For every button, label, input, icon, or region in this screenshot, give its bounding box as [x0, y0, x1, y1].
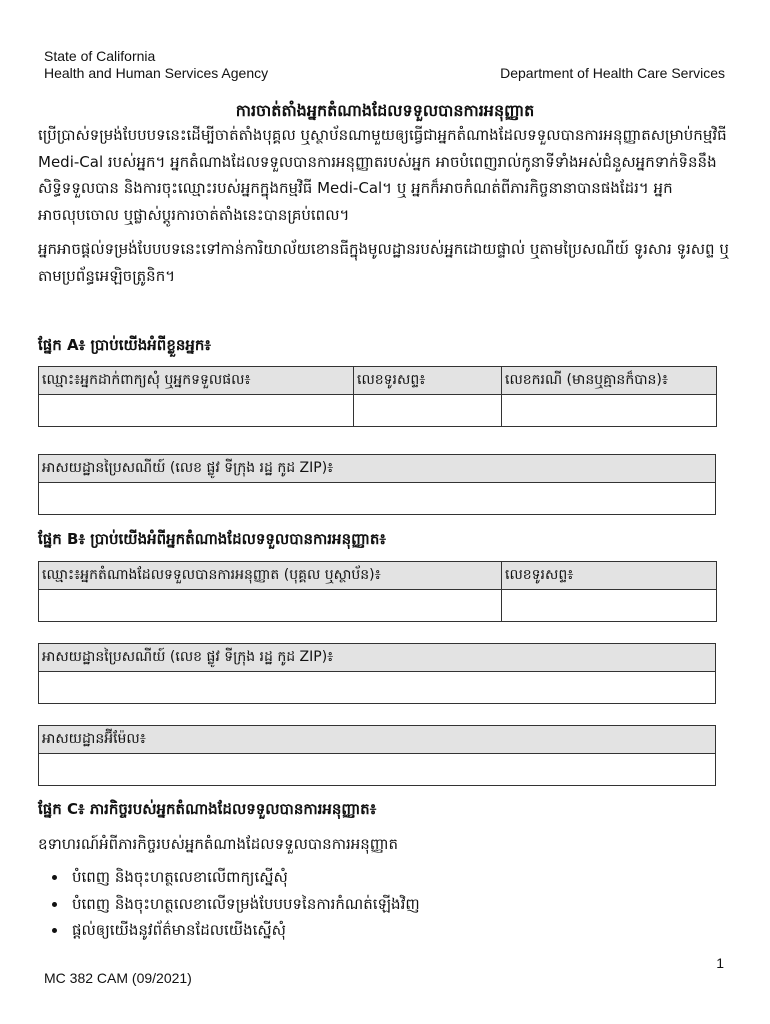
section-c-heading: ផ្នែក C៖ ភារកិច្ចរបស់អ្នកតំណាងដែលទទួលបានការអនុញ្ញាត៖ [38, 800, 377, 818]
case-number-field[interactable] [502, 395, 717, 427]
agency-label: Health and Human Services Agency [44, 65, 269, 81]
applicant-address-label: អាសយដ្ឋានប្រៃសណីយ៍ (លេខ ផ្លូវ ទីក្រុង រដ្ឋ កូដ ZIP)៖ [39, 455, 716, 483]
section-b-address-table [38, 643, 716, 704]
applicant-phone-label: លេខទូរសព្ទ៖ [354, 367, 502, 395]
representative-phone-field[interactable] [502, 590, 717, 622]
state-label: State of California [44, 48, 156, 64]
section-b-name-table [38, 561, 717, 622]
case-number-label: លេខករណី (មានឬគ្មានក៏បាន)៖ [502, 367, 717, 395]
applicant-name-field[interactable] [39, 395, 354, 427]
representative-phone-label: លេខទូរសព្ទ៖ [502, 562, 717, 590]
form-id: MC 382 CAM (09/2021) [44, 970, 192, 986]
duty-list-item: • ផ្តល់ឲ្យយើងនូវព័ត៌មានដែលយើងស្នើសុំ [68, 917, 718, 944]
applicant-name-label: ឈ្មោះ៖អ្នកដាក់ពាក្យសុំ ឬអ្នកទទួលផល៖ [39, 367, 354, 395]
representative-name-label: ឈ្មោះ៖អ្នកតំណាងដែលទទួលបានការអនុញ្ញាត (បុគ្គល ឬស្ថាប័ន)៖ [39, 562, 502, 590]
applicant-phone-field[interactable] [354, 395, 502, 427]
section-b-heading: ផ្នែក B៖ ប្រាប់យើងអំពីអ្នកតំណាងដែលទទួលបានការអនុញ្ញាត៖ [38, 530, 386, 548]
department-label: Department of Health Care Services [500, 65, 725, 81]
applicant-address-field[interactable] [39, 483, 716, 515]
section-a-heading: ផ្នែក A៖ ប្រាប់យើងអំពីខ្លួនអ្នក៖ [38, 336, 212, 354]
representative-name-field[interactable] [39, 590, 502, 622]
page-title: ការចាត់តាំងអ្នកតំណាងដែលទទួលបានការអនុញ្ញាត [235, 101, 535, 120]
duty-list-item: • បំពេញ និងចុះហត្ថលេខាលើទម្រង់បែបបទនៃការកំណត់ឡើងវិញ [68, 891, 718, 918]
representative-address-field[interactable] [39, 672, 716, 704]
representative-email-field[interactable] [39, 754, 716, 786]
intro-paragraph: ប្រើប្រាស់ទម្រង់បែបបទនេះដើម្បីចាត់តាំងបុគ្គល ឬស្ថាប័នណាមួយឲ្យធ្វើជាអ្នកតំណាងដែលទទួលបានការអនុញ្ញាតសម្រាប់កម្មវិធី Medi-Cal របស់អ្នក។ អ្នកតំណាងដែលទទួលបានការអនុញ្ញាតរបស់អ្នក អាចបំពេញរាល់កូនាទីទាំងអស់ជំនួសអ្នកទាក់ទិននឹងសិទ្ធិទទួលបាន និងការចុះឈ្មោះរបស់អ្នកក្នុងកម្មវិធី Medi-Cal។ ឬ អ្នកក៏អាចកំណត់ពីភារកិច្ចនានាបានផងដែរ។ អ្នកអាចលុបចោល ឬផ្លាស់ប្តូរការចាត់តាំងនេះបានគ្រប់ពេល។ [38, 126, 727, 224]
submit-paragraph: អ្នកអាចផ្តល់ទម្រង់បែបបទនេះទៅកាន់ការិយាល័យខោនធីក្នុងមូលដ្ឋានរបស់អ្នកដោយផ្ទាល់ ឬតាមប្រៃសណីយ៍ ទូរសារ ទូរសព្ទ ឬតាមប្រព័ន្ធអេឡិចត្រូនិក។ [38, 240, 729, 285]
section-a-address-table [38, 454, 716, 515]
duty-list-item: • បំពេញ និងចុះហត្ថលេខាលើពាក្យស្នើសុំ [68, 864, 718, 891]
section-b-email-table [38, 725, 716, 786]
page-number: 1 [716, 955, 724, 971]
representative-address-label: អាសយដ្ឋានប្រៃសណីយ៍ (លេខ ផ្លូវ ទីក្រុង រដ្ឋ កូដ ZIP)៖ [39, 644, 716, 672]
section-c-intro: ឧទាហរណ៍អំពីភារកិច្ចរបស់អ្នកតំណាងដែលទទួលបានការអនុញ្ញាត [38, 835, 399, 853]
section-a-name-table [38, 366, 717, 427]
duties-list [38, 864, 718, 944]
representative-email-label: អាសយដ្ឋានអ៊ីម៉ែល៖ [39, 726, 716, 754]
